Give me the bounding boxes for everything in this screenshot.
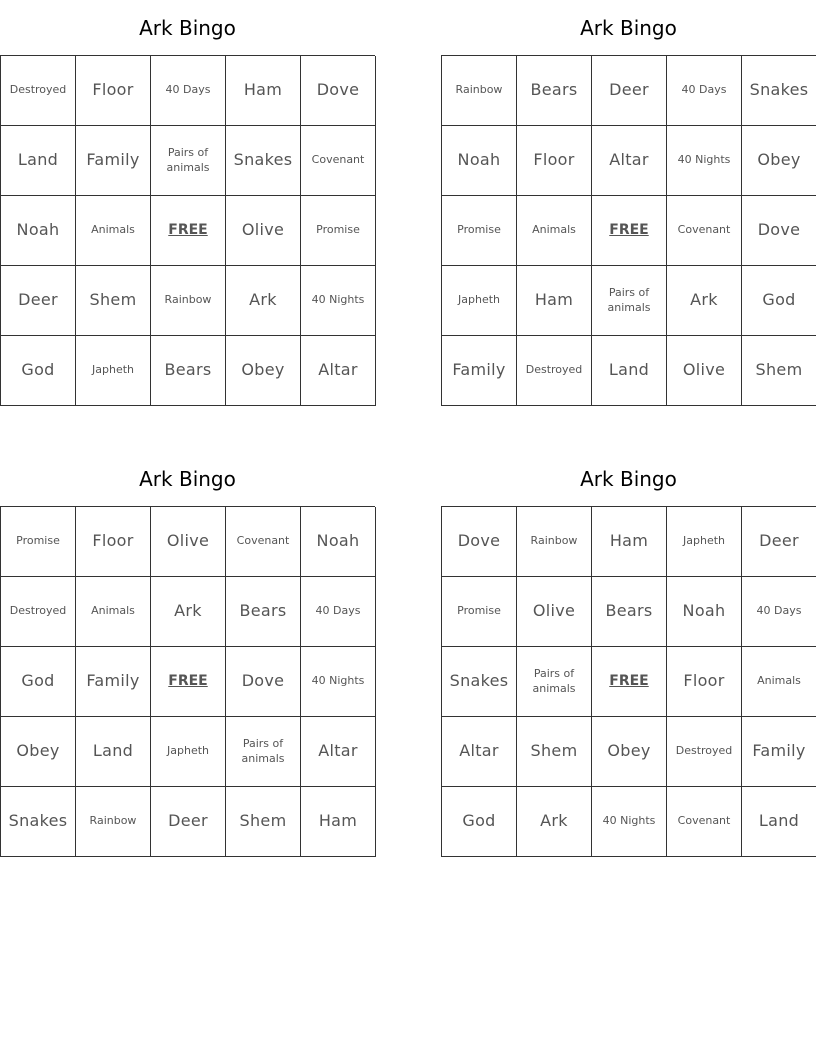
- bingo-cell: 40 Nights: [667, 126, 742, 196]
- bingo-card-4: [441, 451, 816, 857]
- bingo-cell: Deer: [592, 56, 667, 126]
- bingo-cell: God: [1, 647, 76, 717]
- bingo-cell: Floor: [517, 126, 592, 196]
- bingo-cell: Altar: [301, 336, 376, 406]
- bingo-cell: Altar: [442, 717, 517, 787]
- bingo-cell: Noah: [301, 507, 376, 577]
- bingo-cell: Promise: [442, 577, 517, 647]
- bingo-cell: 40 Days: [742, 577, 816, 647]
- bingo-cell: 40 Nights: [301, 266, 376, 336]
- free-space-cell: FREE: [592, 196, 667, 266]
- bingo-cell: Promise: [301, 196, 376, 266]
- bingo-cell: Bears: [592, 577, 667, 647]
- bingo-cell: Rainbow: [517, 507, 592, 577]
- bingo-cell: Pairs of animals: [517, 647, 592, 717]
- bingo-cell: Land: [1, 126, 76, 196]
- bingo-cell: Ham: [592, 507, 667, 577]
- bingo-cell: Family: [76, 126, 151, 196]
- bingo-cell: Snakes: [742, 56, 816, 126]
- bingo-cell: Ark: [151, 577, 226, 647]
- bingo-cell: Family: [742, 717, 816, 787]
- bingo-cell: Covenant: [226, 507, 301, 577]
- bingo-cell: Ark: [226, 266, 301, 336]
- bingo-cell: 40 Nights: [592, 787, 667, 857]
- bingo-cell: Altar: [592, 126, 667, 196]
- bingo-cell: Animals: [742, 647, 816, 717]
- bingo-cell: Deer: [1, 266, 76, 336]
- bingo-cell: Dove: [442, 507, 517, 577]
- bingo-cell: Floor: [76, 56, 151, 126]
- bingo-grid: [441, 506, 816, 857]
- bingo-cell: Bears: [517, 56, 592, 126]
- bingo-cell: Japheth: [151, 717, 226, 787]
- bingo-cell: God: [742, 266, 816, 336]
- bingo-cell: Destroyed: [517, 336, 592, 406]
- bingo-cell: 40 Days: [301, 577, 376, 647]
- bingo-cell: Destroyed: [1, 577, 76, 647]
- bingo-cell: Ham: [517, 266, 592, 336]
- bingo-cell: Noah: [442, 126, 517, 196]
- bingo-cell: Bears: [151, 336, 226, 406]
- bingo-card-3: [0, 451, 375, 857]
- bingo-cell: Snakes: [442, 647, 517, 717]
- bingo-cell: Olive: [517, 577, 592, 647]
- bingo-cell: 40 Days: [667, 56, 742, 126]
- bingo-cell: Olive: [151, 507, 226, 577]
- bingo-cell: Obey: [742, 126, 816, 196]
- free-space-cell: FREE: [592, 647, 667, 717]
- bingo-cell: God: [442, 787, 517, 857]
- bingo-cell: Land: [742, 787, 816, 857]
- bingo-cell: Promise: [442, 196, 517, 266]
- bingo-cell: Bears: [226, 577, 301, 647]
- card-title: Ark Bingo: [580, 467, 677, 491]
- bingo-cell: Shem: [76, 266, 151, 336]
- bingo-cell: Rainbow: [76, 787, 151, 857]
- bingo-card-2: [441, 0, 816, 406]
- bingo-cell: Pairs of animals: [226, 717, 301, 787]
- bingo-card-1: [0, 0, 375, 406]
- bingo-cell: 40 Nights: [301, 647, 376, 717]
- bingo-cell: Olive: [667, 336, 742, 406]
- bingo-cell: Shem: [742, 336, 816, 406]
- bingo-cell: Animals: [76, 577, 151, 647]
- bingo-cell: Family: [76, 647, 151, 717]
- bingo-cell: Deer: [151, 787, 226, 857]
- bingo-cell: Destroyed: [1, 56, 76, 126]
- bingo-cell: 40 Days: [151, 56, 226, 126]
- free-space-cell: FREE: [151, 647, 226, 717]
- bingo-cell: Floor: [76, 507, 151, 577]
- bingo-cell: Snakes: [226, 126, 301, 196]
- bingo-cell: Obey: [226, 336, 301, 406]
- bingo-cell: Noah: [667, 577, 742, 647]
- bingo-cell: Japheth: [76, 336, 151, 406]
- bingo-grid: [0, 506, 375, 857]
- bingo-cell: Ham: [301, 787, 376, 857]
- bingo-cell: Altar: [301, 717, 376, 787]
- bingo-cell: Land: [592, 336, 667, 406]
- bingo-cell: Deer: [742, 507, 816, 577]
- bingo-cell: Covenant: [667, 787, 742, 857]
- bingo-cell: Shem: [517, 717, 592, 787]
- bingo-grid: [0, 55, 375, 406]
- bingo-cell: Land: [76, 717, 151, 787]
- bingo-cell: Noah: [1, 196, 76, 266]
- card-title: Ark Bingo: [139, 16, 236, 40]
- bingo-cell: Family: [442, 336, 517, 406]
- bingo-cell: Rainbow: [442, 56, 517, 126]
- bingo-cell: Animals: [517, 196, 592, 266]
- bingo-cell: Destroyed: [667, 717, 742, 787]
- bingo-cell: Japheth: [667, 507, 742, 577]
- bingo-cell: Dove: [301, 56, 376, 126]
- bingo-cell: Dove: [742, 196, 816, 266]
- bingo-cell: Covenant: [667, 196, 742, 266]
- bingo-cell: Ark: [667, 266, 742, 336]
- bingo-cell: God: [1, 336, 76, 406]
- bingo-cell: Ark: [517, 787, 592, 857]
- bingo-cell: Olive: [226, 196, 301, 266]
- bingo-cell: Obey: [592, 717, 667, 787]
- card-title: Ark Bingo: [580, 16, 677, 40]
- bingo-cell: Japheth: [442, 266, 517, 336]
- bingo-cell: Rainbow: [151, 266, 226, 336]
- bingo-cell: Shem: [226, 787, 301, 857]
- bingo-grid: [441, 55, 816, 406]
- bingo-cell: Dove: [226, 647, 301, 717]
- bingo-cell: Obey: [1, 717, 76, 787]
- free-space-cell: FREE: [151, 196, 226, 266]
- bingo-cell: Snakes: [1, 787, 76, 857]
- bingo-cell: Ham: [226, 56, 301, 126]
- bingo-cell: Animals: [76, 196, 151, 266]
- bingo-cell: Covenant: [301, 126, 376, 196]
- bingo-cell: Floor: [667, 647, 742, 717]
- bingo-cell: Pairs of animals: [592, 266, 667, 336]
- card-title: Ark Bingo: [139, 467, 236, 491]
- bingo-cell: Pairs of animals: [151, 126, 226, 196]
- bingo-cell: Promise: [1, 507, 76, 577]
